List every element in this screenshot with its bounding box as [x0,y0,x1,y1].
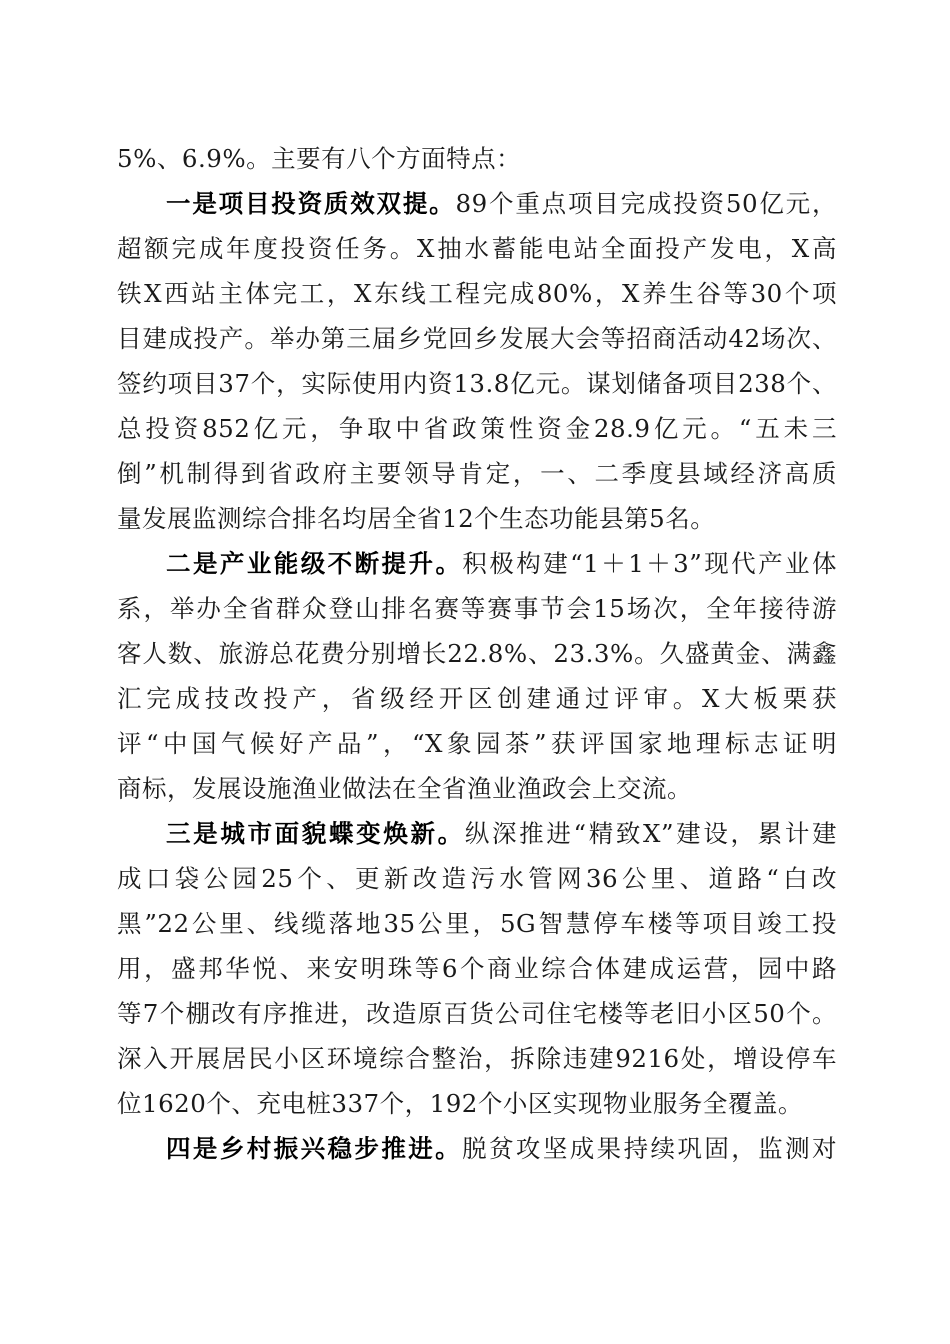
text-line [117,321,837,357]
text-line [166,186,837,222]
text-line [166,816,837,852]
line-text: 黑”22公里、线缆落地35公里，5G智慧停车楼等项目竣工投 [117,909,837,938]
line-text: 等7个棚改有序推进，改造原百货公司住宅楼等老旧小区50个。 [117,999,837,1028]
line-text: 评“中国气候好产品”，“X象园茶”获评国家地理标志证明 [117,729,837,758]
paragraph-heading: 二是产业能级不断提升。 [166,549,463,578]
line-text: 总投资852亿元，争取中省政策性资金28.9亿元。“五未三 [117,414,837,443]
text-line [117,861,837,897]
paragraph-heading: 四是乡村振兴稳步推进。 [166,1134,463,1163]
line-text: 倒”机制得到省政府主要领导肯定，一、二季度县域经济高质 [117,459,837,488]
text-line [117,1086,837,1122]
line-text: 纵深推进“精致X”建设，累计建 [464,819,838,848]
line-text: 超额完成年度投资任务。X抽水蓄能电站全面投产发电，X高 [117,234,837,263]
paragraph-heading: 三是城市面貌蝶变焕新。 [166,819,465,848]
text-line [117,771,837,807]
text-line [117,276,837,312]
line-text: 商标，发展设施渔业做法在全省渔业渔政会上交流。 [117,774,692,803]
text-line [166,1131,837,1167]
line-text: 位1620个、充电桩337个，192个小区实现物业服务全覆盖。 [117,1089,803,1118]
text-line [117,996,837,1032]
line-text: 铁X西站主体完工，X东线工程完成80%，X养生谷等30个项 [117,279,837,308]
text-line [166,546,837,582]
line-text: 客人数、旅游总花费分别增长22.8%、23.3%。久盛黄金、满鑫 [117,639,837,668]
line-text: 用，盛邦华悦、来安明珠等6个商业综合体建成运营，园中路 [117,954,837,983]
text-line [117,636,837,672]
text-line [117,501,837,537]
line-text: 积极构建“1＋1＋3”现代产业体 [462,549,838,578]
text-line [117,726,837,762]
line-text: 目建成投产。举办第三届乡党回乡发展大会等招商活动42场次、 [117,324,837,353]
line-text: 脱贫攻坚成果持续巩固，监测对 [462,1134,838,1163]
line-text: 深入开展居民小区环境综合整治，拆除违建9216处，增设停车 [117,1044,837,1073]
text-line [117,366,837,402]
line-text: 89个重点项目完成投资50亿元， [455,189,838,218]
text-line [117,681,837,717]
text-line [117,141,837,177]
line-text: 系，举办全省群众登山排名赛等赛事节会15场次，全年接待游 [117,594,837,623]
line-text: 签约项目37个，实际使用内资13.8亿元。谋划储备项目238个、 [117,369,837,398]
text-line [117,411,837,447]
text-line [117,906,837,942]
line-text: 成口袋公园25个、更新改造污水管网36公里、道路“白改 [117,864,837,893]
text-line [117,456,837,492]
line-text: 量发展监测综合排名均居全省12个生态功能县第5名。 [117,504,716,533]
text-line [117,591,837,627]
text-line [117,951,837,987]
paragraph-heading: 一是项目投资质效双提。 [166,189,456,218]
text-line [117,231,837,267]
text-line [117,1041,837,1077]
line-text: 汇完成技改投产，省级经开区创建通过评审。X大板栗获 [117,684,837,713]
line-text: 5%、6.9%。主要有八个方面特点： [117,144,522,173]
